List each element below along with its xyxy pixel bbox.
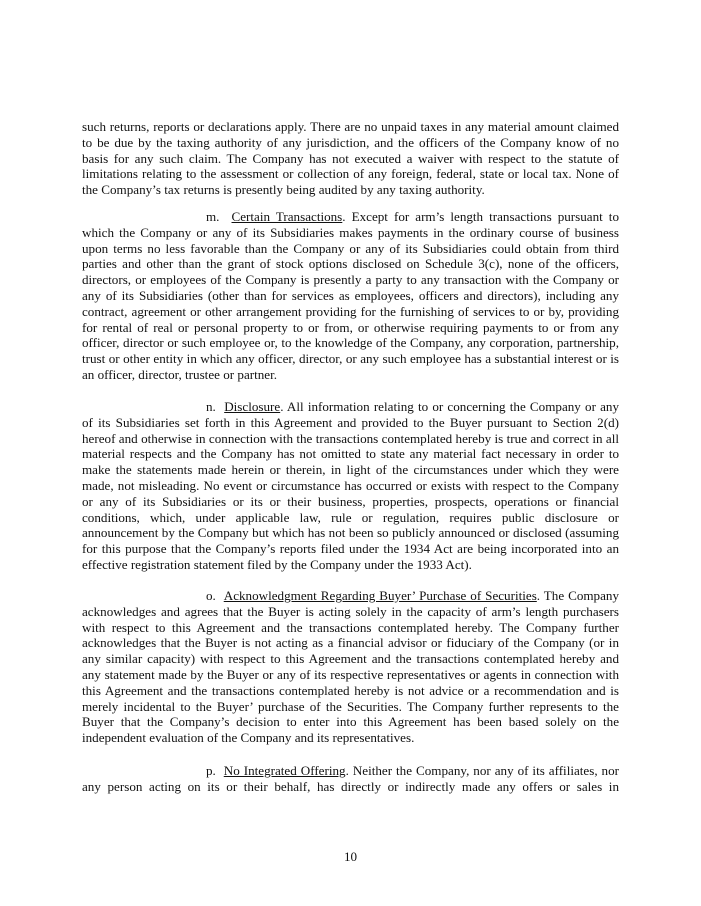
section-heading: Disclosure <box>224 399 281 414</box>
paragraph-o-acknowledgment <box>82 588 619 746</box>
paragraph-text: . Except for arm’s length transactions pursuant to which the Company or any of its Subsidiaries makes payments in the ordinary course of business upon terms no less favorable than the Company or any of its Subsidiaries could obtain from third parties and other than the grant of stock options disclosed on Schedule 3(c), none of the officers, directors, or employees of the Company is presently a party to any transaction with the Company or any of its Subsidiaries (other than for services as employees, officers and directors), including any contract, agreement or other arrangement providing for the furnishing of services to or by, providing for rental of real or personal property to or from, or otherwise requiring payments to or from any officer, director or such employee or, to the knowledge of the Company, any corporation, partnership, trust or other entity in which any officer, director, or any such employee has a substantial interest or is an officer, director, trustee or partner. <box>82 209 619 382</box>
section-heading: No Integrated Offering <box>223 763 346 778</box>
paragraph-l-continuation <box>82 119 619 198</box>
paragraph-text: such returns, reports or declarations apply. There are no unpaid taxes in any material amount claimed to be due by the taxing authority of any jurisdiction, and the officers of the Company know of no basis for any such claim. The Company has not executed a waiver with respect to the statute of limitations relating to the assessment or collection of any foreign, federal, state or local tax. None of the Company’s tax returns is presently being audited by any taxing authority. <box>82 119 619 198</box>
paragraph-n-disclosure <box>82 399 619 573</box>
page-number: 10 <box>343 849 358 864</box>
section-heading: Acknowledgment Regarding Buyer’ Purchase of Securities <box>223 588 537 603</box>
section-label: n. <box>206 399 216 414</box>
paragraph-text: . The Company acknowledges and agrees that the Buyer is acting solely in the capacity of arm’s length purchasers with respect to this Agreement and the transactions contemplated hereby. The Company further acknowledges that the Buyer is not acting as a financial advisor or fiduciary of the Company (or in any similar capacity) with respect to this Agreement and the transactions contemplated hereby and any statement made by the Buyer or any of its respective representatives or agents in connection with this Agreement and the transactions contemplated hereby is not advice or a recommendation and is merely incidental to the Buyer’ purchase of the Securities. The Company further represents to the Buyer that the Company’s decision to enter into this Agreement has been based solely on the independent evaluation of the Company and its representatives. <box>82 588 620 746</box>
paragraph-p-no-integrated-offering <box>82 763 619 795</box>
section-label: m. <box>206 209 220 224</box>
paragraph-text: . All information relating to or concerning the Company or any of its Subsidiaries set forth in this Agreement and provided to the Buyer pursuant to Section 2(d) hereof and otherwise in connection with the transactions contemplated hereby is true and correct in all material respects and the Company has not omitted to state any material fact necessary in order to make the statements made herein or therein, in light of the circumstances under which they were made, not misleading. No event or circumstance has occurred or exists with respect to the Company or any of its Subsidiaries or its or their business, properties, prospects, operations or financial conditions, which, under applicable law, rule or regulation, requires public disclosure or announcement by the Company but which has not been so publicly announced or disclosed (assuming for this purpose that the Company’s reports filed under the 1934 Act are being incorporated into an effective registration statement filed by the Company under the 1933 Act). <box>82 399 620 572</box>
paragraph-m-certain-transactions <box>82 209 619 383</box>
section-label: o. <box>206 588 216 603</box>
paragraph-text: . Neither the Company, nor any of its affiliates, nor any person acting on its or their behalf, has directly or indirectly made any offers or sales in <box>82 763 620 794</box>
section-label: p. <box>206 763 216 778</box>
section-heading: Certain Transactions <box>231 209 343 224</box>
